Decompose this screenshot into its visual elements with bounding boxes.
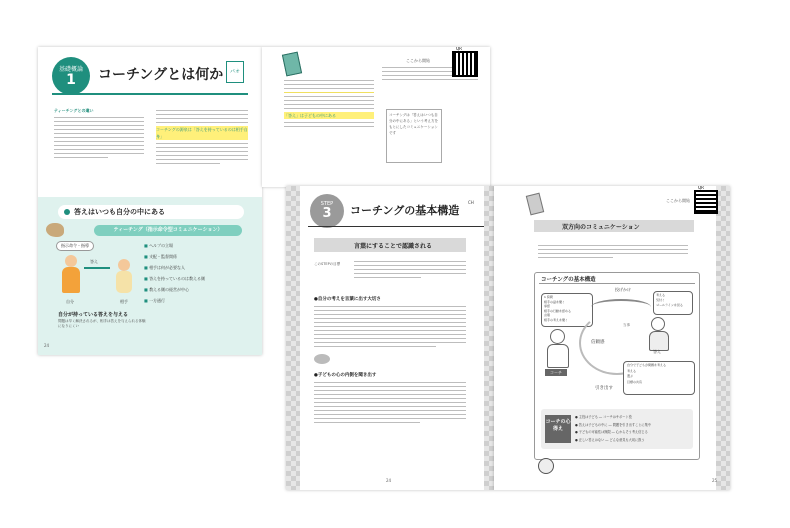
qr-code: QR xyxy=(452,51,478,77)
list-item: ■ 教える側の経営が中心 xyxy=(144,287,190,292)
book-icon xyxy=(282,52,302,77)
text-column-1: ティーチングとの違い xyxy=(54,107,144,161)
right-page-pattern xyxy=(716,186,730,490)
body-text-2: ●子どもの心の内側を聞き出す xyxy=(314,372,466,426)
list-item: ■ ヘルプの立場 xyxy=(144,243,174,248)
child-figure xyxy=(116,259,132,293)
heading-bullet-icon xyxy=(64,209,70,215)
chapter-badge: 基礎概論 1 xyxy=(52,57,90,95)
step-title: コーチングの基本構造 xyxy=(350,204,460,217)
list-item: ■ 答えを持っているのは教える側 xyxy=(144,276,206,281)
page-title: コーチングとは何か xyxy=(98,67,224,83)
teaching-list xyxy=(144,241,256,307)
coach-figure xyxy=(547,329,567,367)
intro-text xyxy=(354,258,466,281)
text-column-2: コーチングの源泉は「答えを持っているのは相手自身」 xyxy=(156,107,248,167)
coach-actions-box: 1 質問 相手の話を聞く 承認 相手の行動を認める 言葉 相手の考えを聞く xyxy=(541,293,593,327)
mint-panel: 答えはいつも自分の中にある ティーチング（指示命令型コミュニケーション） 指示命令・指導 答え 自分 相手 ■ ヘルプの立場 ■ 支配・監督関係 ■ 相手は何が必要な人 ■ 答えを持っているのは教える側 ■ 教える側の経営が中心 ■ 一方通行 自分が持っている答えを与える 問題は早く解決されるが、相手は答えを与えられる体験になりにくい 24 xyxy=(38,197,262,355)
list-item: ● 正しい答えはない ― どんな意見も大切に扱う xyxy=(575,437,645,442)
body-text-1: ●自分の考えを言葉に出す大切さ xyxy=(314,296,466,350)
right-pattern-strip xyxy=(484,186,494,490)
spread2-left-page: STEP 3 コーチングの基本構造 CH 言葉にすることで認識される このSTEPの目標 ●自分の考えを言葉に出す大切さ ●子どもの心の内側を聞き出す 24 xyxy=(286,186,494,490)
subtitle-bar: 言葉にすることで認識される xyxy=(314,238,466,252)
step-badge: STEP 3 xyxy=(310,194,344,228)
teacher-figure xyxy=(62,255,80,295)
palette-icon xyxy=(46,223,64,237)
child-thinking-box: 考える 気付く ゴールラインを見る xyxy=(653,291,693,315)
list-item: ■ 支配・監督関係 xyxy=(144,254,178,259)
child-actions-box: 自分で子どもが問題を考える 考える 選ぶ 目標の共有 xyxy=(623,361,695,395)
spread2-right-page: ここから開始 QR 双方向のコミュニケーション コーチングの基本構造 1 質問 相手の話を聞く 承認 相手の行動を認める 言葉 相手の考えを聞く 投げかけ 考える 気付く ゴールラインを見る 答え 当事 コーチ 信頼感 自分で子どもが問題を考える 考える 選ぶ 目標の共有 引き出す コーチの心得え ● 主役は子ども ― コーチはサポート役 ● 答えは子どもの中に ― 問題を引き出すことに集中 ● 子どもの可能性は無限 ― 心からそう考え信じる ● 正しい答えはない ― どんな意見も大切に扱う 25 xyxy=(494,186,730,490)
mindset-box: コーチの心得え ● 主役は子ども ― コーチはサポート役 ● 答えは子どもの中に ― 問題を引き出すことに集中 ● 子どもの可能性は無限 ― 心からそう考え信じる ● 正しい答えはない ― どんな意見も大切に扱う xyxy=(541,409,693,449)
book-icon xyxy=(526,193,544,216)
list-item: ● 答えは子どもの中に ― 問題を引き出すことに集中 xyxy=(575,422,651,427)
mint-heading-bar: 答えはいつも自分の中にある xyxy=(58,205,244,219)
text-column-3: 「答え」は子どもの中にある xyxy=(284,77,374,130)
info-box: コーチングは「答えはいつも自分の中にある」という考え方をもとにしたコミュニケーションです xyxy=(386,109,442,163)
coach-label: コーチ xyxy=(545,369,567,376)
section-title-bar: 双方向のコミュニケーション xyxy=(534,220,694,232)
spread1-right-page xyxy=(262,47,490,187)
left-pattern-strip xyxy=(286,186,300,490)
spread1-left-page xyxy=(38,47,262,355)
list-item: ● 子どもの可能性は無限 ― 心からそう考え信じる xyxy=(575,430,648,434)
list-item: ● 主役は子ども ― コーチはサポート役 xyxy=(575,415,632,419)
section-text xyxy=(538,242,688,261)
mindset-list xyxy=(575,414,691,444)
teacher-bubble: 指示命令・指導 xyxy=(56,241,94,251)
qr-code: QR xyxy=(694,190,718,214)
title-rule xyxy=(52,93,248,95)
text-column-4: ここから開始 xyxy=(382,57,478,83)
diagram-box: コーチングの基本構造 1 質問 相手の話を聞く 承認 相手の行動を認める 言葉 相手の考えを聞く 投げかけ 考える 気付く ゴールラインを見る 答え 当事 コーチ 信頼感 自分で子どもが問題を考える 考える 選ぶ 目標の共有 引き出す コーチの心得え ● 主役は子ども ― コーチはサポート役 ● 答えは子どもの中に ― 問題を引き出すことに集中 ● 子どもの可能性は無限 ― 心からそう考え信じる ● 正しい答えはない ― どんな意見も大切に扱う xyxy=(534,272,700,460)
tool-icon xyxy=(314,354,330,364)
globe-icon xyxy=(538,458,554,474)
title-tag: パオ xyxy=(226,61,244,83)
answer-arrow xyxy=(84,267,110,269)
list-item: ■ 相手は何が必要な人 xyxy=(144,265,186,270)
list-item: ■ 一方通行 xyxy=(144,298,166,303)
teaching-label: ティーチング（指示命令型コミュニケーション） xyxy=(94,225,242,236)
